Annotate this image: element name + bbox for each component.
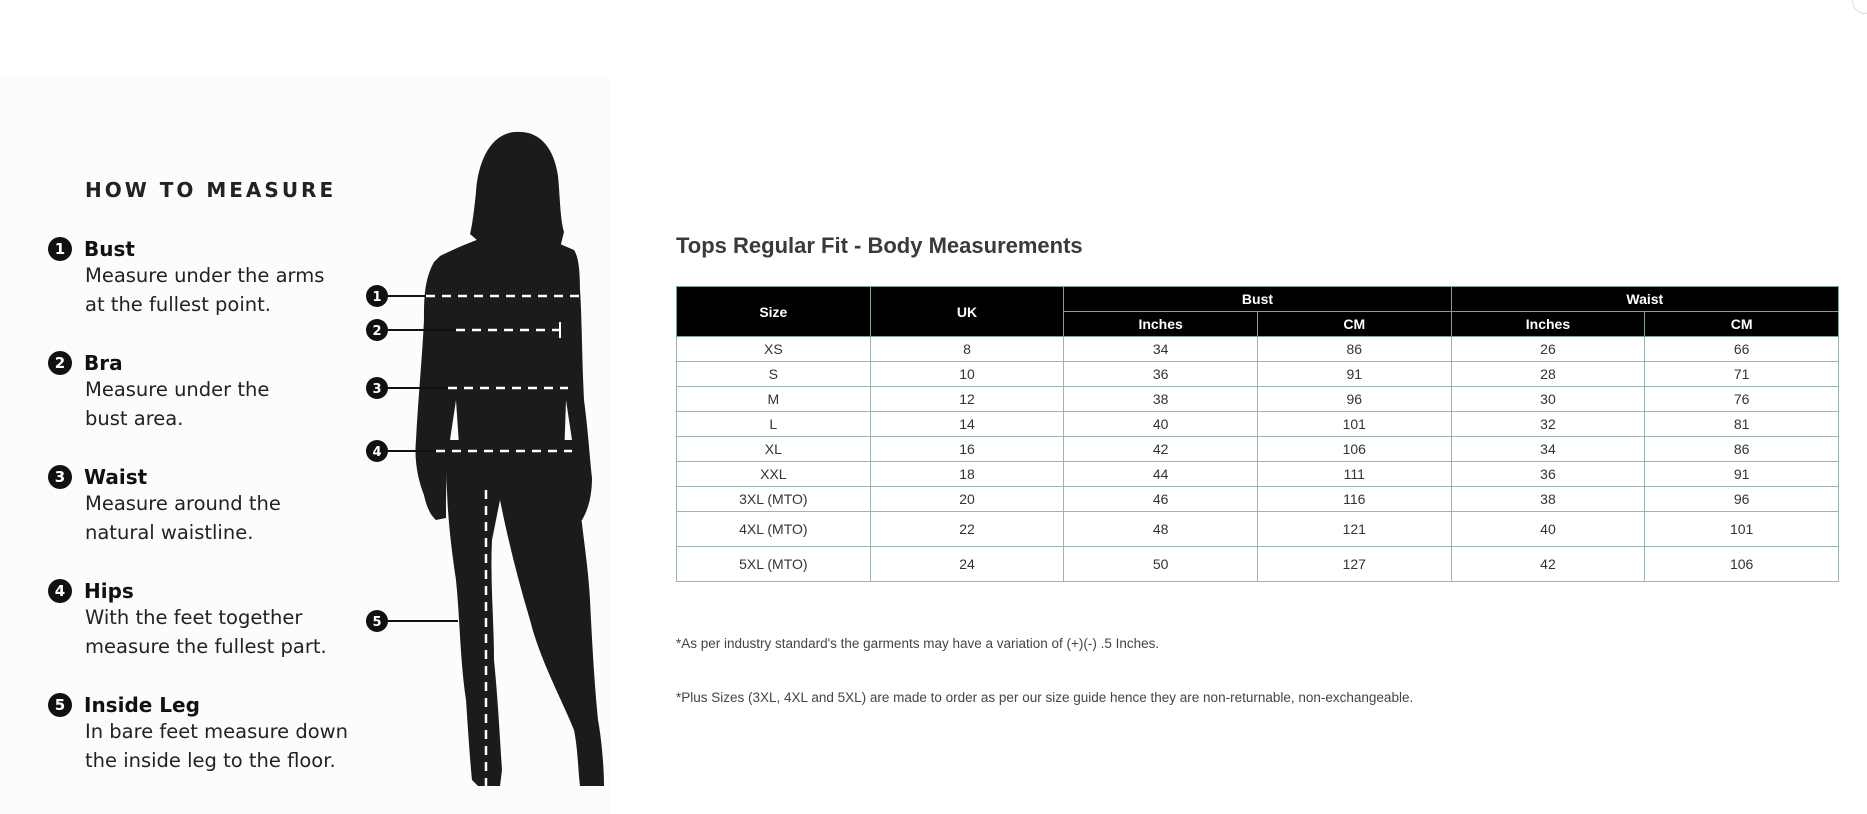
cell-size: 5XL (MTO) xyxy=(677,547,871,582)
plus-size-note: *Plus Sizes (3XL, 4XL and 5XL) are made to order as per our size guide hence they are non-returnable, non-exchangeable. xyxy=(676,690,1414,705)
number-5-badge: 5 xyxy=(48,693,72,717)
svg-text:1: 1 xyxy=(372,290,382,305)
cell-uk: 8 xyxy=(870,337,1064,362)
number-1-badge: 1 xyxy=(48,237,72,261)
cell-waist-inches: 36 xyxy=(1451,462,1645,487)
cell-size: 4XL (MTO) xyxy=(677,512,871,547)
cell-bust-inches: 34 xyxy=(1064,337,1258,362)
measure-item-bra xyxy=(48,350,368,433)
cell-waist-cm: 96 xyxy=(1645,487,1839,512)
measure-item-hips xyxy=(48,578,368,661)
cell-bust-cm: 106 xyxy=(1257,437,1451,462)
cell-bust-inches: 50 xyxy=(1064,547,1258,582)
measure-name: Hips xyxy=(84,579,134,603)
cell-waist-inches: 38 xyxy=(1451,487,1645,512)
cell-bust-inches: 38 xyxy=(1064,387,1258,412)
cell-uk: 20 xyxy=(870,487,1064,512)
cell-size: XS xyxy=(677,337,871,362)
cell-uk: 18 xyxy=(870,462,1064,487)
measure-description: Measure under the arms at the fullest point. xyxy=(85,264,325,316)
silhouette-icon xyxy=(415,132,604,786)
measure-description: With the feet together measure the fullest part. xyxy=(85,606,327,658)
cell-size: XL xyxy=(677,437,871,462)
measure-description: Measure under the bust area. xyxy=(85,378,270,430)
number-2-badge: 2 xyxy=(48,351,72,375)
how-to-measure-title: HOW TO MEASURE xyxy=(85,178,337,202)
cell-uk: 14 xyxy=(870,412,1064,437)
cell-waist-cm: 91 xyxy=(1645,462,1839,487)
cell-bust-cm: 127 xyxy=(1257,547,1451,582)
cell-bust-inches: 36 xyxy=(1064,362,1258,387)
cell-waist-cm: 86 xyxy=(1645,437,1839,462)
cell-waist-inches: 40 xyxy=(1451,512,1645,547)
cell-uk: 22 xyxy=(870,512,1064,547)
number-3-badge: 3 xyxy=(48,465,72,489)
cell-waist-cm: 76 xyxy=(1645,387,1839,412)
cell-size: XXL xyxy=(677,462,871,487)
table-row xyxy=(677,362,1839,387)
cell-bust-cm: 96 xyxy=(1257,387,1451,412)
header-uk: UK xyxy=(870,287,1064,337)
svg-text:2: 2 xyxy=(372,324,382,339)
cell-uk: 10 xyxy=(870,362,1064,387)
cell-bust-cm: 91 xyxy=(1257,362,1451,387)
measure-description: Measure around the natural waistline. xyxy=(85,492,281,544)
table-row xyxy=(677,487,1839,512)
header-waist-cm: CM xyxy=(1645,312,1839,337)
table-row xyxy=(677,547,1839,582)
header-waist: Waist xyxy=(1451,287,1838,312)
cell-uk: 24 xyxy=(870,547,1064,582)
measure-item-waist xyxy=(48,464,368,547)
cell-waist-cm: 81 xyxy=(1645,412,1839,437)
cell-bust-inches: 48 xyxy=(1064,512,1258,547)
cell-waist-cm: 66 xyxy=(1645,337,1839,362)
measure-item-bust xyxy=(48,236,368,319)
cell-waist-inches: 32 xyxy=(1451,412,1645,437)
cell-bust-inches: 44 xyxy=(1064,462,1258,487)
header-bust-cm: CM xyxy=(1257,312,1451,337)
variation-note: *As per industry standard's the garments may have a variation of (+)(-) .5 Inches. xyxy=(676,636,1160,651)
header-waist-inches: Inches xyxy=(1451,312,1645,337)
size-chart-table xyxy=(676,286,1839,582)
body-silhouette-figure xyxy=(360,126,610,814)
table-row xyxy=(677,512,1839,547)
table-row xyxy=(677,462,1839,487)
measure-name: Bra xyxy=(84,351,123,375)
cell-size: M xyxy=(677,387,871,412)
how-to-measure-panel xyxy=(0,78,610,814)
cell-bust-inches: 40 xyxy=(1064,412,1258,437)
number-4-badge: 4 xyxy=(48,579,72,603)
table-row xyxy=(677,387,1839,412)
cell-uk: 12 xyxy=(870,387,1064,412)
measure-name: Bust xyxy=(84,237,135,261)
cell-bust-inches: 42 xyxy=(1064,437,1258,462)
cell-waist-inches: 42 xyxy=(1451,547,1645,582)
cell-waist-inches: 34 xyxy=(1451,437,1645,462)
svg-text:3: 3 xyxy=(372,382,382,397)
svg-text:5: 5 xyxy=(372,615,382,630)
table-row xyxy=(677,412,1839,437)
cell-bust-inches: 46 xyxy=(1064,487,1258,512)
cell-waist-inches: 30 xyxy=(1451,387,1645,412)
cell-bust-cm: 111 xyxy=(1257,462,1451,487)
cell-bust-cm: 121 xyxy=(1257,512,1451,547)
cell-size: L xyxy=(677,412,871,437)
table-row xyxy=(677,437,1839,462)
cell-waist-inches: 26 xyxy=(1451,337,1645,362)
cell-bust-cm: 86 xyxy=(1257,337,1451,362)
corner-decoration xyxy=(1852,0,1867,14)
header-size: Size xyxy=(677,287,871,337)
cell-size: 3XL (MTO) xyxy=(677,487,871,512)
table-title: Tops Regular Fit - Body Measurements xyxy=(676,233,1083,258)
cell-bust-cm: 116 xyxy=(1257,487,1451,512)
cell-uk: 16 xyxy=(870,437,1064,462)
cell-bust-cm: 101 xyxy=(1257,412,1451,437)
cell-waist-cm: 106 xyxy=(1645,547,1839,582)
measure-description: In bare feet measure down the inside leg to the floor. xyxy=(85,720,348,772)
svg-text:4: 4 xyxy=(372,445,382,460)
header-bust: Bust xyxy=(1064,287,1451,312)
measure-item-inside-leg xyxy=(48,692,368,775)
cell-waist-inches: 28 xyxy=(1451,362,1645,387)
cell-size: S xyxy=(677,362,871,387)
table-row xyxy=(677,337,1839,362)
measure-name: Inside Leg xyxy=(84,693,200,717)
header-bust-inches: Inches xyxy=(1064,312,1258,337)
figure-number-markers xyxy=(366,285,388,632)
measure-name: Waist xyxy=(84,465,148,489)
cell-waist-cm: 101 xyxy=(1645,512,1839,547)
cell-waist-cm: 71 xyxy=(1645,362,1839,387)
